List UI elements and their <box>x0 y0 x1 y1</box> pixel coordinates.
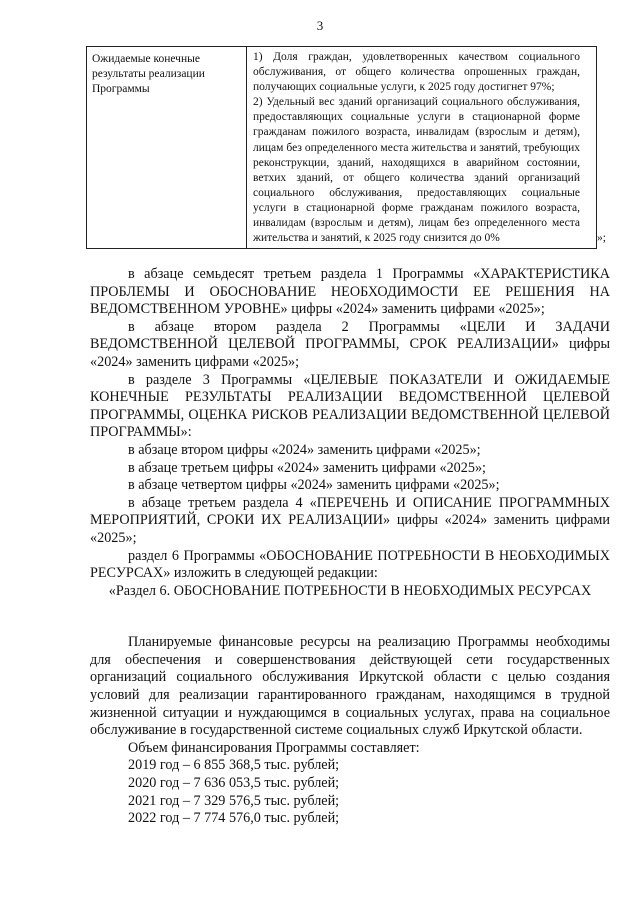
table-left-label: Ожидаемые конечные результаты реализации Программы <box>87 47 247 249</box>
paragraph-subitem-2: в абзаце втором цифры «2024» заменить цифрами «2025»; <box>128 441 481 458</box>
paragraph-funding-intro: Объем финансирования Программы составляет: <box>128 739 420 756</box>
section-heading: «Раздел 6. ОБОСНОВАНИЕ ПОТРЕБНОСТИ В НЕОБХОДИМЫХ РЕСУРСАХ <box>108 582 592 599</box>
table-row <box>87 47 597 249</box>
result-item-2: 2) Удельный вес зданий организаций социального обслуживания, предоставляющих социальные услуги в стационарной форме гражданам пожилого возраста, инвалидам (взрослым и детям), лицам без определенного места жительства и занятий, требующих реконструкции, зданий, находящихся в аварийном состоянии, ветхих зданий, от общего количества зданий организаций социального обслуживания, предоставляющих социальные услуги в стационарной форме гражданам пожилого возраста, инвалидам (взрослым и детям), лицам без определенного места жительства и занятий, к 2025 году снизится до 0% <box>253 96 580 245</box>
paragraph-section-6: раздел 6 Программы «ОБОСНОВАНИЕ ПОТРЕБНОСТИ В НЕОБХОДИМЫХ РЕСУРСАХ» изложить в следующей редакции: <box>90 547 610 582</box>
paragraph-section-1: в абзаце семьдесят третьем раздела 1 Программы «ХАРАКТЕРИСТИКА ПРОБЛЕМЫ И ОБОСНОВАНИЕ НЕОБХОДИМОСТИ ЕЕ РЕШЕНИЯ НА ВЕДОМСТВЕННОМ УРОВНЕ» цифры «2024» заменить цифрами «2025»; <box>90 266 610 318</box>
paragraph-subitem-3: в абзаце третьем цифры «2024» заменить цифрами «2025»; <box>128 459 486 476</box>
list-item: 2021 год – 7 329 576,5 тыс. рублей; <box>128 792 340 809</box>
list-item: 2020 год – 7 636 053,5 тыс. рублей; <box>128 775 340 792</box>
paragraph-section-4: в абзаце третьем раздела 4 «ПЕРЕЧЕНЬ И ОПИСАНИЕ ПРОГРАММНЫХ МЕРОПРИЯТИЙ, СРОКИ ИХ РЕАЛИЗАЦИИ» цифры «2024» заменить цифрами «2025»; <box>90 494 610 546</box>
results-table <box>86 46 606 249</box>
paragraph-resources: Планируемые финансовые ресурсы на реализацию Программы необходимы для обеспечения и совершенствования действующей сети государственных организаций социального обслуживания Иркутской области с целью создания условий для реализации гарантированного гражданам, находящимся в трудной жизненной ситуации и нуждающимся в социальных услугах, права на социальное обслуживание в государственной системе социальных служб Иркутской области. <box>90 634 610 739</box>
funding-list <box>90 757 610 827</box>
page-number: 3 <box>316 18 324 33</box>
paragraph-subitem-4: в абзаце четвертом цифры «2024» заменить цифрами «2025»; <box>128 477 500 494</box>
paragraph-section-3: в разделе 3 Программы «ЦЕЛЕВЫЕ ПОКАЗАТЕЛИ И ОЖИДАЕМЫЕ КОНЕЧНЫЕ РЕЗУЛЬТАТЫ РЕАЛИЗАЦИИ ВЕДОМСТВЕННОЙ ЦЕЛЕВОЙ ПРОГРАММЫ, ОЦЕНКА РИСКОВ РЕАЛИЗАЦИИ ВЕДОМСТВЕННОЙ ЦЕЛЕВОЙ ПРОГРАММЫ»: <box>90 371 610 441</box>
paragraph-section-2: в абзаце втором раздела 2 Программы «ЦЕЛИ И ЗАДАЧИ ВЕДОМСТВЕННОЙ ЦЕЛЕВОЙ ПРОГРАММЫ, СРОК РЕАЛИЗАЦИИ» цифры «2024» заменить цифрами «2025»; <box>90 318 610 370</box>
result-item-1: 1) Доля граждан, удовлетворенных качеством социального обслуживания, от общего количества опрошенных граждан, получающих социальные услуги, к 2025 году достигнет 97%; <box>253 51 580 94</box>
document-body <box>90 266 610 828</box>
list-item: 2019 год – 6 855 368,5 тыс. рублей; <box>128 757 340 774</box>
list-item: 2022 год – 7 774 576,0 тыс. рублей; <box>128 810 340 827</box>
table-tail: »; <box>597 232 606 245</box>
table-right-content <box>247 47 606 249</box>
